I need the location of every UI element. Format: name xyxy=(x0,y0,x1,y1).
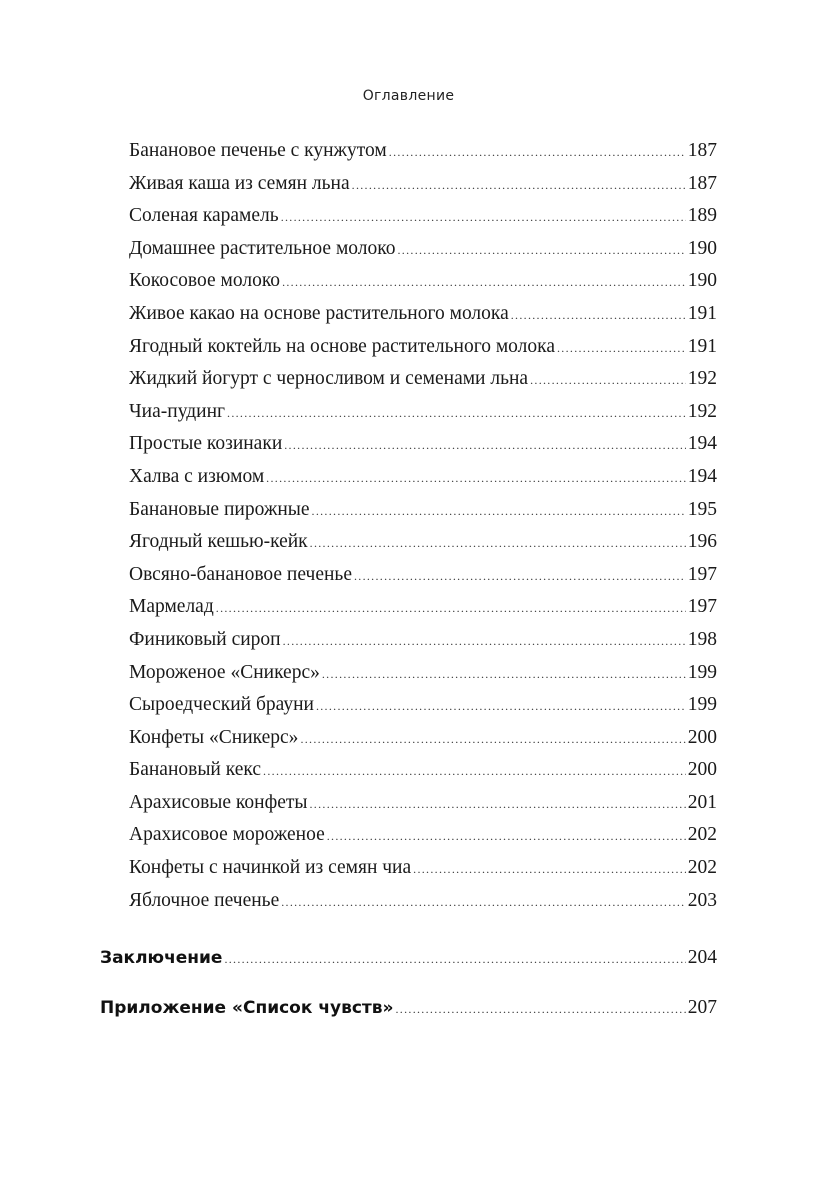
toc-entry-page: 191 xyxy=(687,335,717,357)
toc-entry-page: 192 xyxy=(687,400,717,422)
toc-entry-title: Банановый кекс xyxy=(129,759,262,781)
toc-entry-title: Арахисовые конфеты xyxy=(129,791,308,813)
dot-leader xyxy=(327,820,686,853)
toc-entry-title: Финиковый сироп xyxy=(129,628,281,650)
toc-entry[interactable] xyxy=(129,754,717,787)
toc-entry-page: 194 xyxy=(687,465,717,487)
dot-leader xyxy=(263,755,686,788)
dot-leader xyxy=(216,592,686,625)
dot-leader xyxy=(530,364,686,397)
dot-leader xyxy=(266,462,686,495)
toc-entry-page: 187 xyxy=(687,172,717,194)
toc-entry-page: 197 xyxy=(687,596,717,618)
toc-entry[interactable] xyxy=(129,135,717,168)
toc-entry-page: 196 xyxy=(687,531,717,553)
dot-leader xyxy=(312,495,686,528)
toc-entry-page: 190 xyxy=(687,270,717,292)
toc-entry-title: Живое какао на основе растительного молока xyxy=(129,302,509,324)
toc-entry-page: 195 xyxy=(687,498,717,520)
toc-section-title: Приложение «Список чувств» xyxy=(100,998,394,1018)
toc-entry-page: 199 xyxy=(687,661,717,683)
toc-section-page: 204 xyxy=(687,947,717,968)
toc-entry-title: Ягодный кешью-кейк xyxy=(129,531,308,553)
toc-entry-title: Конфеты с начинкой из семян чиа xyxy=(129,857,412,879)
dot-leader xyxy=(284,429,686,462)
toc-entry[interactable] xyxy=(129,819,717,852)
toc-entry-title: Чиа-пудинг xyxy=(129,400,226,422)
toc-entry-title: Арахисовое мороженое xyxy=(129,824,325,846)
toc-entry[interactable] xyxy=(129,233,717,266)
toc-entry[interactable] xyxy=(129,689,717,722)
toc-entry-list xyxy=(129,135,717,917)
toc-section-title: Заключение xyxy=(100,948,223,968)
toc-entry[interactable] xyxy=(129,591,717,624)
toc-entry-page: 198 xyxy=(687,628,717,650)
toc-entry-title: Живая каша из семян льна xyxy=(129,172,350,194)
toc-entry-page: 197 xyxy=(687,563,717,585)
dot-leader xyxy=(557,332,686,365)
dot-leader xyxy=(281,201,686,234)
dot-leader xyxy=(310,527,686,560)
toc-entry-title: Соленая карамель xyxy=(129,205,279,227)
toc-entry[interactable] xyxy=(129,559,717,592)
dot-leader xyxy=(316,690,686,723)
toc-entry-page: 187 xyxy=(687,140,717,161)
toc-entry[interactable] xyxy=(129,494,717,527)
dot-leader xyxy=(322,658,686,691)
toc-entry-page: 202 xyxy=(687,824,717,846)
toc-entry[interactable] xyxy=(129,624,717,657)
toc-entry[interactable] xyxy=(129,265,717,298)
toc-entry[interactable] xyxy=(129,787,717,820)
toc-entry-title: Банановые пирожные xyxy=(129,498,310,520)
toc-entry-title: Простые козинаки xyxy=(129,433,283,455)
toc-entry-title: Конфеты «Сникерс» xyxy=(129,726,299,748)
toc-entry-page: 199 xyxy=(687,694,717,716)
toc-entry-title: Яблочное печенье xyxy=(129,889,280,911)
toc-section-appendix[interactable] xyxy=(100,992,717,1024)
toc-entry[interactable] xyxy=(129,428,717,461)
toc-entry[interactable] xyxy=(129,363,717,396)
toc-entry[interactable] xyxy=(129,168,717,201)
toc-entry[interactable] xyxy=(129,461,717,494)
toc-entry-title: Овсяно-банановое печенье xyxy=(129,563,352,585)
toc-entry[interactable] xyxy=(129,526,717,559)
toc-entry-page: 201 xyxy=(687,791,717,813)
toc-entry-page: 192 xyxy=(687,368,717,390)
toc-entry-title: Халва с изюмом xyxy=(129,465,265,487)
toc-entry[interactable] xyxy=(129,657,717,690)
toc-entry-title: Банановое печенье с кунжутом xyxy=(129,140,387,161)
toc-entry[interactable] xyxy=(129,396,717,429)
toc-entry-page: 190 xyxy=(687,237,717,259)
dot-leader xyxy=(283,625,686,658)
dot-leader xyxy=(413,853,686,886)
dot-leader xyxy=(310,788,686,821)
toc-entry-page: 200 xyxy=(687,726,717,748)
toc-entry-title: Сыроедческий брауни xyxy=(129,694,314,716)
dot-leader xyxy=(396,993,686,1025)
dot-leader xyxy=(398,234,686,267)
toc-entry-title: Жидкий йогурт с черносливом и семенами льна xyxy=(129,368,529,390)
dot-leader xyxy=(300,723,685,756)
toc-entry-page: 202 xyxy=(687,857,717,879)
toc-entry-page: 200 xyxy=(687,759,717,781)
toc-entry-title: Ягодный коктейль на основе растительного молока xyxy=(129,335,555,357)
dot-leader xyxy=(389,136,686,169)
toc-entry-page: 191 xyxy=(687,302,717,324)
toc-entry[interactable] xyxy=(129,200,717,233)
toc-entry[interactable] xyxy=(129,722,717,755)
toc-section-conclusion[interactable] xyxy=(100,942,717,974)
toc-entry[interactable] xyxy=(129,331,717,364)
dot-leader xyxy=(282,266,686,299)
dot-leader xyxy=(227,397,686,430)
toc-entry[interactable] xyxy=(129,298,717,331)
toc-entry-title: Домашнее растительное молоко xyxy=(129,237,396,259)
toc-section-page: 207 xyxy=(687,997,717,1018)
dot-leader xyxy=(352,169,686,202)
dot-leader xyxy=(511,299,686,332)
dot-leader xyxy=(354,560,686,593)
dot-leader xyxy=(281,886,686,919)
toc-entry-page: 203 xyxy=(687,889,717,911)
toc-entry[interactable] xyxy=(129,852,717,885)
toc-entry-page: 189 xyxy=(687,205,717,227)
toc-entry[interactable] xyxy=(129,885,717,918)
dot-leader xyxy=(224,943,685,975)
running-header: Оглавление xyxy=(362,88,455,104)
toc-entry-page: 194 xyxy=(687,433,717,455)
toc-entry-title: Мороженое «Сникерс» xyxy=(129,661,320,683)
toc-entry-title: Кокосовое молоко xyxy=(129,270,281,292)
toc-entry-title: Мармелад xyxy=(129,596,214,618)
